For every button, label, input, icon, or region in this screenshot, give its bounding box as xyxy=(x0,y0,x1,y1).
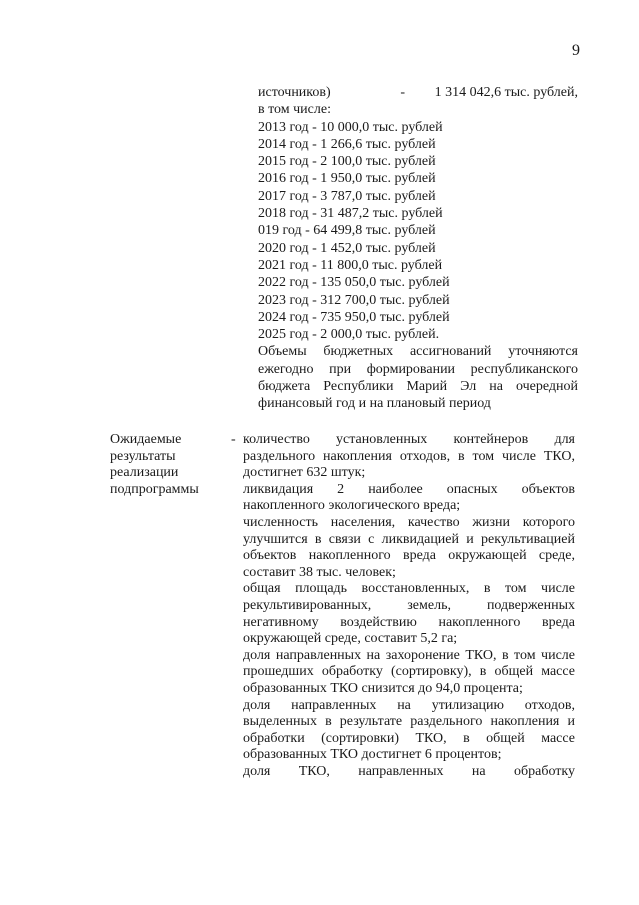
result-item: доля направленных на захоронение ТКО, в том числе прошедших обработку (сортировку), в общей массе образованных ТКО снизится до 94,0 процента; xyxy=(243,647,575,696)
funding-year-line: 2013 год - 10 000,0 тыс. рублей xyxy=(258,119,443,135)
funding-source-text: источников) xyxy=(258,85,331,100)
funding-year-line: 2016 год - 1 950,0 тыс. рублей xyxy=(258,171,436,187)
results-dash: - xyxy=(231,432,236,447)
result-item: доля ТКО, направленных на обработку xyxy=(243,763,575,779)
funding-year-line: 2025 год - 2 000,0 тыс. рублей. xyxy=(258,327,440,343)
results-list xyxy=(243,432,575,780)
funding-year-line: 2021 год - 11 800,0 тыс. рублей xyxy=(258,257,443,273)
funding-including-label: в том числе: xyxy=(258,102,331,118)
results-label-line: результаты xyxy=(110,448,176,464)
funding-dash: - xyxy=(400,85,405,100)
page-number: 9 xyxy=(572,42,580,59)
funding-year-line: 2018 год - 31 487,2 тыс. рублей xyxy=(258,206,443,222)
result-item: ликвидация 2 наиболее опасных объектов накопленного экологического вреда; xyxy=(243,481,575,514)
funding-note: Объемы бюджетных ассигнований уточняются ежегодно при формировании республиканского бюджета Республики Марий Эл на очередной финансовый год и на плановый период xyxy=(258,344,578,412)
results-label-line: Ожидаемые xyxy=(110,432,182,447)
funding-year-line: 2024 год - 735 950,0 тыс. рублей xyxy=(258,309,450,325)
result-item: доля направленных на утилизацию отходов, выделенных в результате раздельного накопления и обработки (сортировки) ТКО, в общей массе образованных ТКО достигнет 6 процентов; xyxy=(243,697,575,763)
result-item: общая площадь восстановленных, в том числе рекультивированных, земель, подверженных негативному воздействию накопленного вреда окружающей среде, составит 5,2 га; xyxy=(243,581,575,647)
funding-year-line: 019 год - 64 499,8 тыс. рублей xyxy=(258,223,436,239)
results-label-line: подпрограммы xyxy=(110,481,199,497)
funding-year-line: 2017 год - 3 787,0 тыс. рублей xyxy=(258,188,436,204)
funding-year-line: 2023 год - 312 700,0 тыс. рублей xyxy=(258,292,450,308)
funding-head xyxy=(258,84,578,101)
results-label xyxy=(110,432,230,498)
funding-year-line: 2014 год - 1 266,6 тыс. рублей xyxy=(258,136,436,152)
funding-year-line: 2015 год - 2 100,0 тыс. рублей xyxy=(258,154,436,170)
funding-total-amount: 1 314 042,6 тыс. рублей, xyxy=(434,85,578,100)
funding-year-line: 2020 год - 1 452,0 тыс. рублей xyxy=(258,240,436,256)
result-item: численность населения, качество жизни которого улучшится в связи с ликвидацией и рекультивацией объектов накопленного вреда окружающей среде, составит 38 тыс. человек; xyxy=(243,514,575,580)
result-item: количество установленных контейнеров для раздельного накопления отходов, в том числе ТКО, достигнет 632 штук; xyxy=(243,432,575,481)
results-label-line: реализации xyxy=(110,465,179,480)
funding-year-line: 2022 год - 135 050,0 тыс. рублей xyxy=(258,275,450,291)
funding-block xyxy=(258,84,578,413)
